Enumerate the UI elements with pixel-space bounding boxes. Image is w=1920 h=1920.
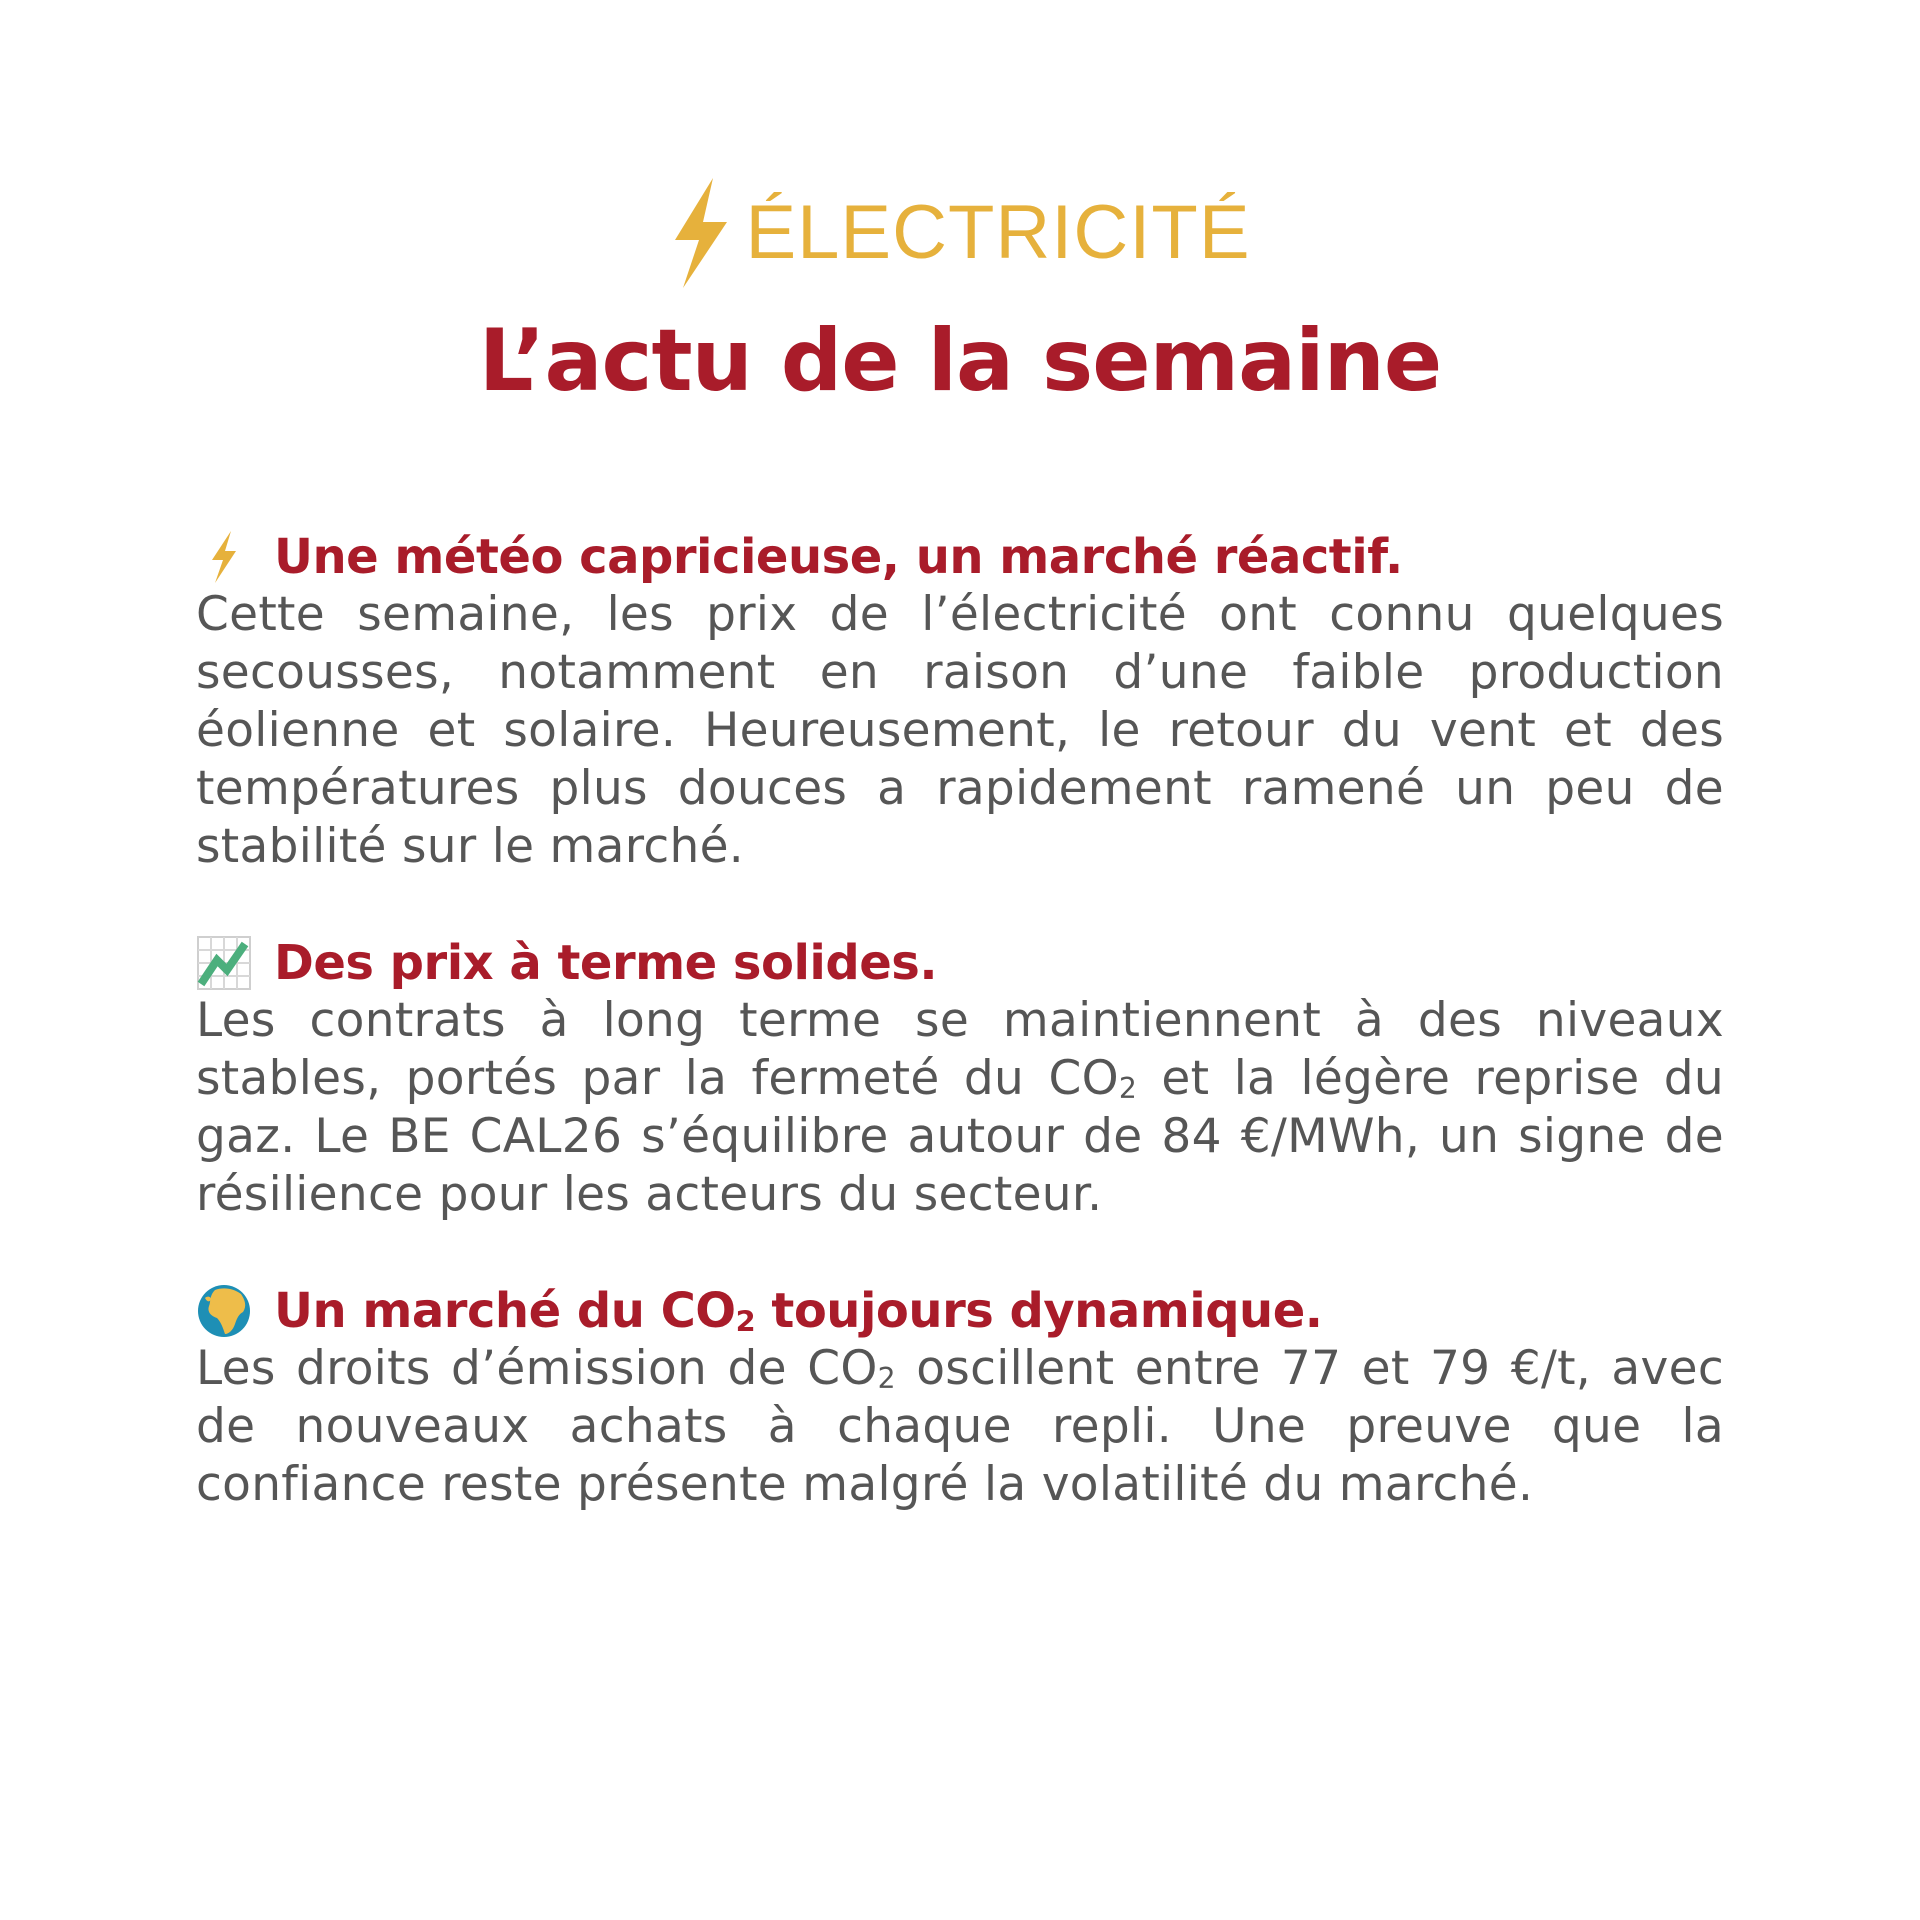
lightning-bolt-icon (669, 178, 731, 288)
page-title: L’actu de la semaine (478, 311, 1442, 411)
page-header (0, 178, 1920, 411)
heading-text-part: toujours dynamique. (755, 1283, 1323, 1339)
section-body: Cette semaine, les prix de l’électricité ont connu quelques secousses, notamment en raison d’une faible production éolienne et solaire. Heureusement, le retour du vent et des températures plus douces a rapidement ramené un peu de stabilité sur le marché. (196, 587, 1724, 874)
body-text-part: et la légère reprise du gaz. Le BE CAL26 s’équilibre autour de 84 €/MWh, un signe de résilience pour les acteurs du secteur. (196, 1051, 1724, 1222)
body-text-part: Les droits d’émission de CO (196, 1341, 878, 1396)
subscript: 2 (735, 1304, 756, 1339)
section-heading (196, 528, 1724, 586)
subscript: 2 (1118, 1072, 1138, 1106)
news-section-weather (196, 528, 1724, 876)
section-heading (196, 934, 1724, 992)
body-text-part: Les contrats à long terme se maintiennent à des niveaux stables, portés par la fermeté du CO (196, 993, 1724, 1106)
section-body (196, 1340, 1724, 1514)
section-heading (196, 1282, 1724, 1340)
heading-text-part: Un marché du CO (274, 1283, 736, 1339)
category-label: ÉLECTRICITÉ (745, 190, 1251, 275)
lightning-bolt-icon (196, 529, 252, 585)
section-heading-text (274, 1282, 1323, 1340)
category-kicker (669, 178, 1250, 288)
news-content (196, 528, 1724, 1572)
section-heading-text: Des prix à terme solides. (274, 935, 938, 991)
section-heading-text: Une météo capricieuse, un marché réactif. (274, 529, 1403, 585)
subscript: 2 (877, 1362, 896, 1396)
section-body (196, 992, 1724, 1224)
globe-europe-africa-icon (196, 1283, 252, 1339)
body-text-part: oscillent entre 77 et 79 €/t, avec de nouveaux achats à chaque repli. Une preuve que la confiance reste présente malgré la volatilité du marché. (196, 1341, 1724, 1512)
news-section-co2-market (196, 1282, 1724, 1514)
chart-increasing-icon (196, 935, 252, 991)
news-section-forward-prices (196, 934, 1724, 1224)
